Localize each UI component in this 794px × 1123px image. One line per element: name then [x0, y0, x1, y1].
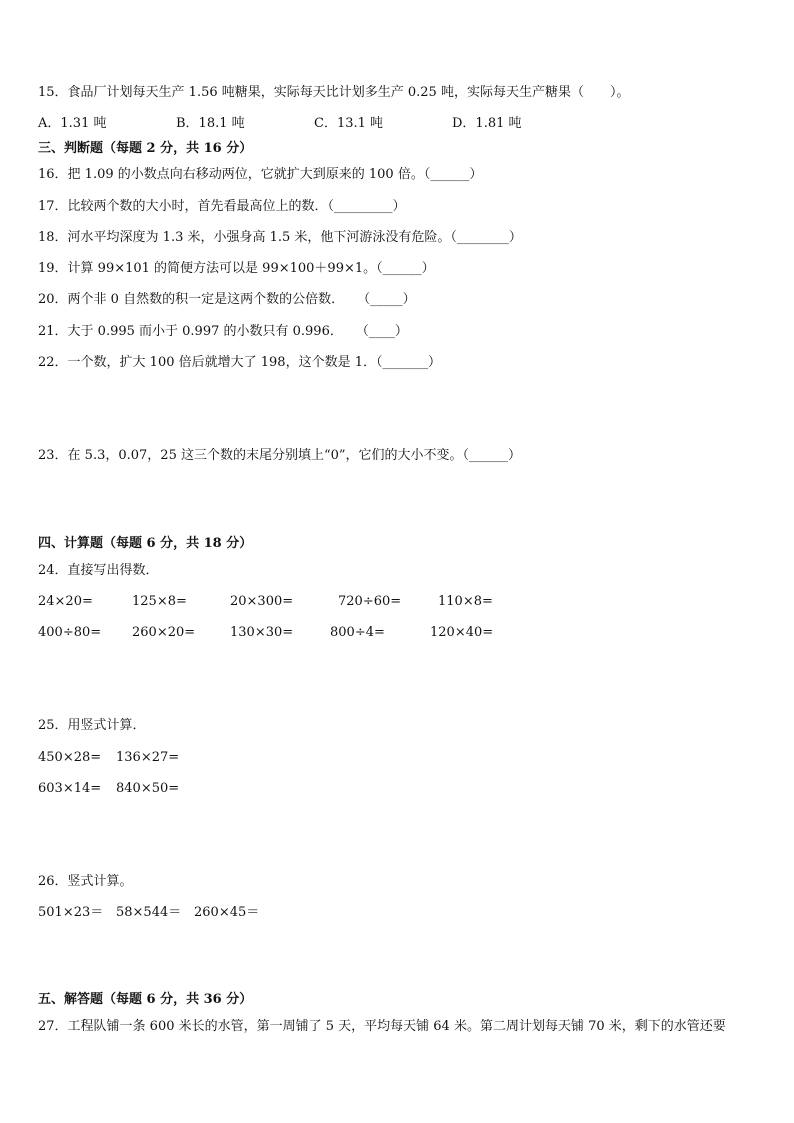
- calc-item: 450×28=: [38, 750, 102, 765]
- calc-item: 260×20=: [132, 625, 196, 640]
- question-19: 19．计算 99×101 的简便方法可以是 99×100＋99×1。（______）: [38, 261, 435, 276]
- question-26-title: 26．竖式计算。: [38, 874, 133, 889]
- question-21: 21．大于 0.995 而小于 0.997 的小数只有 0.996． （____）: [38, 324, 408, 339]
- calc-item: 603×14=: [38, 781, 102, 796]
- option-c: C．13.1 吨: [314, 116, 384, 131]
- question-25-title: 25．用竖式计算．: [38, 718, 146, 733]
- question-17: 17．比较两个数的大小时，首先看最高位上的数．（_________）: [38, 199, 406, 214]
- question-23: 23．在 5.3，0.07，25 这三个数的末尾分别填上“0”，它们的大小不变。（______）: [38, 448, 522, 463]
- calc-item: 110×8=: [438, 594, 493, 609]
- calc-item: 400÷80=: [38, 625, 102, 640]
- question-27: 27．工程队铺一条 600 米长的水管，第一周铺了 5 天，平均每天铺 64 米。第二周计划每天铺 70 米，剩下的水管还要: [38, 1019, 726, 1034]
- option-a: A．1.31 吨: [38, 116, 107, 131]
- section-4-title: 四、计算题（每题 6 分，共 18 分）: [38, 536, 253, 551]
- question-16: 16．把 1.09 的小数点向右移动两位，它就扩大到原来的 100 倍。（______）: [38, 167, 483, 182]
- question-24-title: 24．直接写出得数．: [38, 563, 159, 578]
- calc-item: 840×50=: [116, 781, 180, 796]
- question-22: 22．一个数，扩大 100 倍后就增大了 198，这个数是 1．（_______）: [38, 355, 441, 370]
- calc-item: 501×23＝: [38, 905, 104, 920]
- calc-item: 260×45＝: [194, 905, 260, 920]
- option-b: B．18.1 吨: [176, 116, 245, 131]
- calc-item: 20×300=: [230, 594, 294, 609]
- calc-item: 130×30=: [230, 625, 294, 640]
- question-20: 20．两个非 0 自然数的积一定是这两个数的公倍数． （_____）: [38, 292, 416, 307]
- calc-item: 58×544＝: [116, 905, 182, 920]
- calc-item: 120×40=: [430, 625, 494, 640]
- calc-item: 136×27=: [116, 750, 180, 765]
- calc-item: 24×20=: [38, 594, 93, 609]
- section-5-title: 五、解答题（每题 6 分，共 36 分）: [38, 992, 253, 1007]
- question-15: 15．食品厂计划每天生产 1.56 吨糖果，实际每天比计划多生产 0.25 吨，实际每天生产糖果（ ）。: [38, 85, 630, 100]
- option-d: D．1.81 吨: [452, 116, 522, 131]
- calc-item: 125×8=: [132, 594, 187, 609]
- section-3-title: 三、判断题（每题 2 分，共 16 分）: [38, 141, 253, 156]
- question-18: 18．河水平均深度为 1.3 米，小强身高 1.5 米，他下河游泳没有危险。（________）: [38, 230, 522, 245]
- calc-item: 720÷60=: [338, 594, 402, 609]
- calc-item: 800÷4=: [330, 625, 385, 640]
